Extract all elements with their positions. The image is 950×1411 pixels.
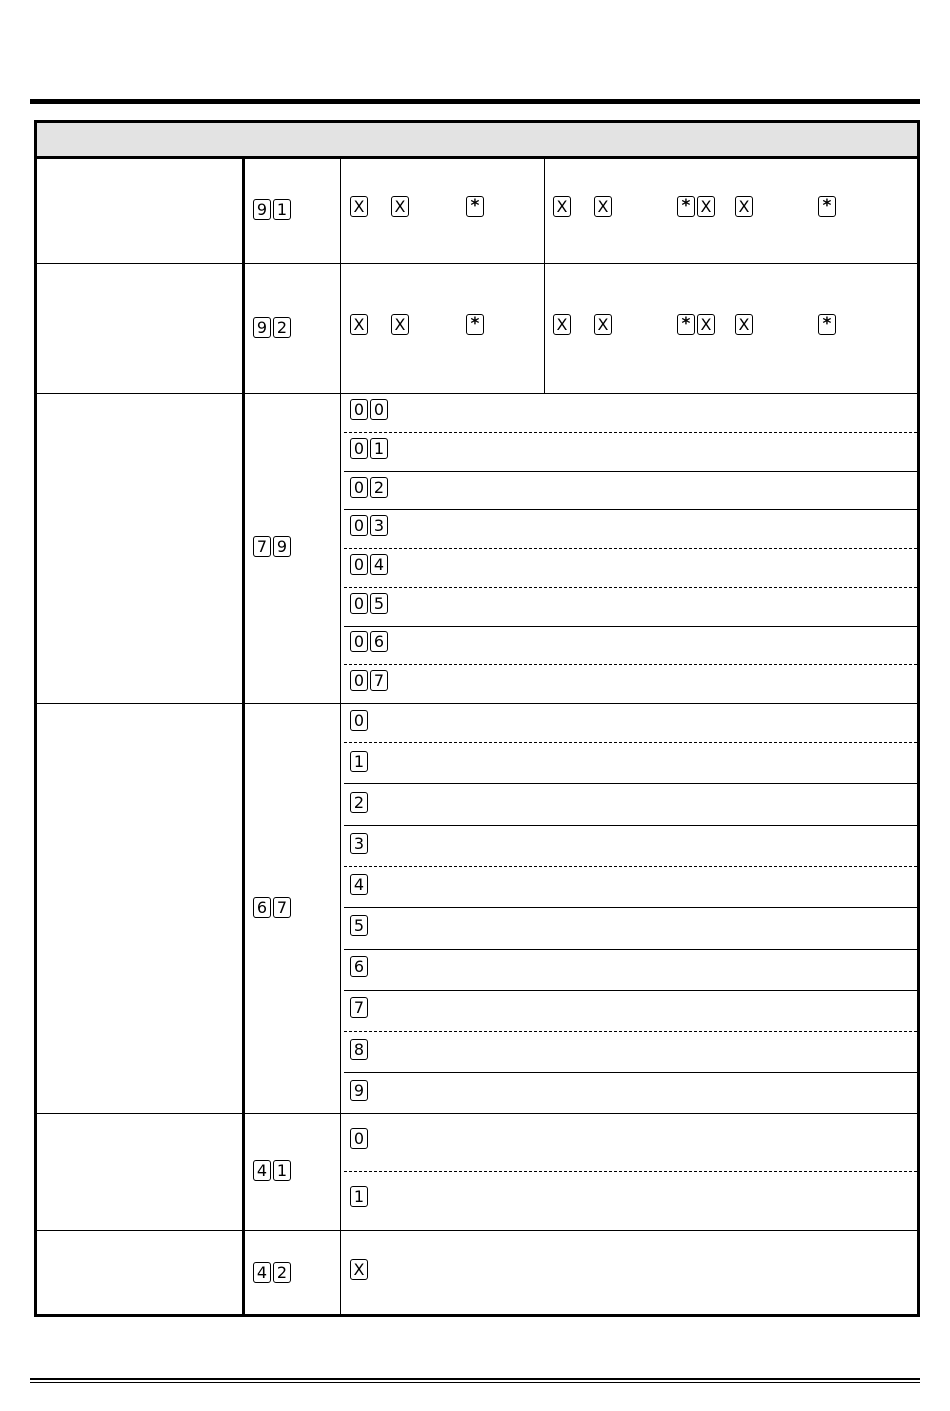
key-button[interactable]: 4: [350, 874, 368, 895]
option-divider: [344, 742, 917, 743]
key-button[interactable]: 0: [350, 554, 368, 575]
key-button[interactable]: 5: [350, 915, 368, 936]
option-divider: [344, 548, 917, 549]
key-button[interactable]: 0: [350, 710, 368, 731]
option-divider: [344, 990, 917, 991]
key-button[interactable]: 9: [253, 199, 271, 220]
option-divider: [344, 866, 917, 867]
option-divider: [344, 509, 917, 510]
option-keys: [350, 515, 388, 536]
key-button[interactable]: 0: [350, 515, 368, 536]
option-divider: [344, 587, 917, 588]
key-button[interactable]: X: [735, 196, 753, 217]
key-button[interactable]: X: [350, 196, 368, 217]
key-button[interactable]: X: [350, 314, 368, 335]
key-button[interactable]: X: [391, 314, 409, 335]
option-divider: [344, 626, 917, 627]
row-divider: [37, 263, 917, 264]
key-button[interactable]: 7: [350, 997, 368, 1018]
option-keys: [350, 1080, 368, 1101]
key-button[interactable]: 2: [273, 1262, 291, 1283]
key-button[interactable]: X: [594, 196, 612, 217]
key-button[interactable]: 9: [350, 1080, 368, 1101]
option-divider: [344, 1171, 917, 1172]
key-button[interactable]: 1: [273, 1160, 291, 1181]
option-keys: [350, 438, 388, 459]
key-button[interactable]: X: [697, 196, 715, 217]
option-keys: [350, 1039, 368, 1060]
key-button[interactable]: 9: [253, 317, 271, 338]
option-keys: [350, 833, 368, 854]
key-button[interactable]: 0: [350, 593, 368, 614]
entry-keys-b: [553, 196, 836, 217]
key-button[interactable]: 1: [273, 199, 291, 220]
key-button[interactable]: 2: [273, 317, 291, 338]
option-divider: [344, 432, 917, 433]
key-button[interactable]: *: [466, 314, 484, 335]
option-keys: [350, 710, 368, 731]
option-divider: [344, 471, 917, 472]
key-button[interactable]: 0: [350, 399, 368, 420]
entry-keys-b: [553, 314, 836, 335]
option-keys: [350, 477, 388, 498]
option-keys: [350, 1259, 368, 1280]
option-divider: [344, 949, 917, 950]
option-keys: [350, 1128, 368, 1149]
key-button[interactable]: *: [818, 196, 836, 217]
option-keys: [350, 554, 388, 575]
key-button[interactable]: X: [391, 196, 409, 217]
key-button[interactable]: 0: [350, 477, 368, 498]
code-keys: [253, 317, 291, 338]
option-divider: [344, 825, 917, 826]
entry-keys-a: [350, 196, 484, 217]
key-button[interactable]: *: [677, 314, 695, 335]
key-button[interactable]: X: [553, 196, 571, 217]
key-button[interactable]: *: [677, 196, 695, 217]
key-button[interactable]: X: [735, 314, 753, 335]
code-keys: [253, 1160, 291, 1181]
key-button[interactable]: 0: [350, 438, 368, 459]
code-keys: [253, 536, 291, 557]
key-button[interactable]: X: [697, 314, 715, 335]
entry-keys-a: [350, 314, 484, 335]
option-keys: [350, 956, 368, 977]
key-button[interactable]: X: [350, 1259, 368, 1280]
row-divider: [37, 703, 917, 704]
key-button[interactable]: 9: [273, 536, 291, 557]
key-button[interactable]: *: [818, 314, 836, 335]
option-keys: [350, 670, 388, 691]
key-button[interactable]: 1: [350, 751, 368, 772]
column-divider: [242, 159, 245, 1317]
row-divider: [37, 1230, 917, 1231]
key-button[interactable]: 8: [350, 1039, 368, 1060]
key-button[interactable]: 1: [350, 1186, 368, 1207]
option-keys: [350, 631, 388, 652]
key-button[interactable]: 0: [350, 1128, 368, 1149]
key-button[interactable]: 6: [350, 956, 368, 977]
option-divider: [344, 907, 917, 908]
option-keys: [350, 593, 388, 614]
key-button[interactable]: 0: [350, 631, 368, 652]
option-keys: [350, 751, 368, 772]
settings-table: [34, 120, 920, 1317]
footer-rule: [30, 1382, 920, 1383]
code-keys: [253, 199, 291, 220]
key-button[interactable]: 1: [370, 438, 388, 459]
option-divider: [344, 783, 917, 784]
key-button[interactable]: 4: [370, 554, 388, 575]
column-divider: [544, 159, 545, 393]
key-button[interactable]: *: [466, 196, 484, 217]
key-button[interactable]: 3: [350, 833, 368, 854]
key-button[interactable]: 2: [350, 792, 368, 813]
option-keys: [350, 997, 368, 1018]
key-button[interactable]: 2: [370, 477, 388, 498]
key-button[interactable]: 4: [253, 1262, 271, 1283]
key-button[interactable]: 6: [253, 897, 271, 918]
option-keys: [350, 399, 388, 420]
key-button[interactable]: 7: [253, 536, 271, 557]
key-button[interactable]: X: [553, 314, 571, 335]
row-divider: [37, 1113, 917, 1114]
table-header-band: [37, 123, 917, 159]
key-button[interactable]: 5: [370, 593, 388, 614]
row-divider: [37, 393, 917, 394]
option-keys: [350, 874, 368, 895]
code-keys: [253, 1262, 291, 1283]
key-button[interactable]: X: [594, 314, 612, 335]
column-divider: [340, 159, 341, 1317]
key-button[interactable]: 0: [370, 399, 388, 420]
option-divider: [344, 1072, 917, 1073]
key-button[interactable]: 3: [370, 515, 388, 536]
code-keys: [253, 897, 291, 918]
option-divider: [344, 664, 917, 665]
option-keys: [350, 915, 368, 936]
footer-rule: [30, 1378, 920, 1380]
option-divider: [344, 1031, 917, 1032]
key-button[interactable]: 7: [273, 897, 291, 918]
key-button[interactable]: 6: [370, 631, 388, 652]
key-button[interactable]: 0: [350, 670, 368, 691]
key-button[interactable]: 7: [370, 670, 388, 691]
top-rule: [30, 99, 920, 104]
option-keys: [350, 792, 368, 813]
option-keys: [350, 1186, 368, 1207]
key-button[interactable]: 4: [253, 1160, 271, 1181]
